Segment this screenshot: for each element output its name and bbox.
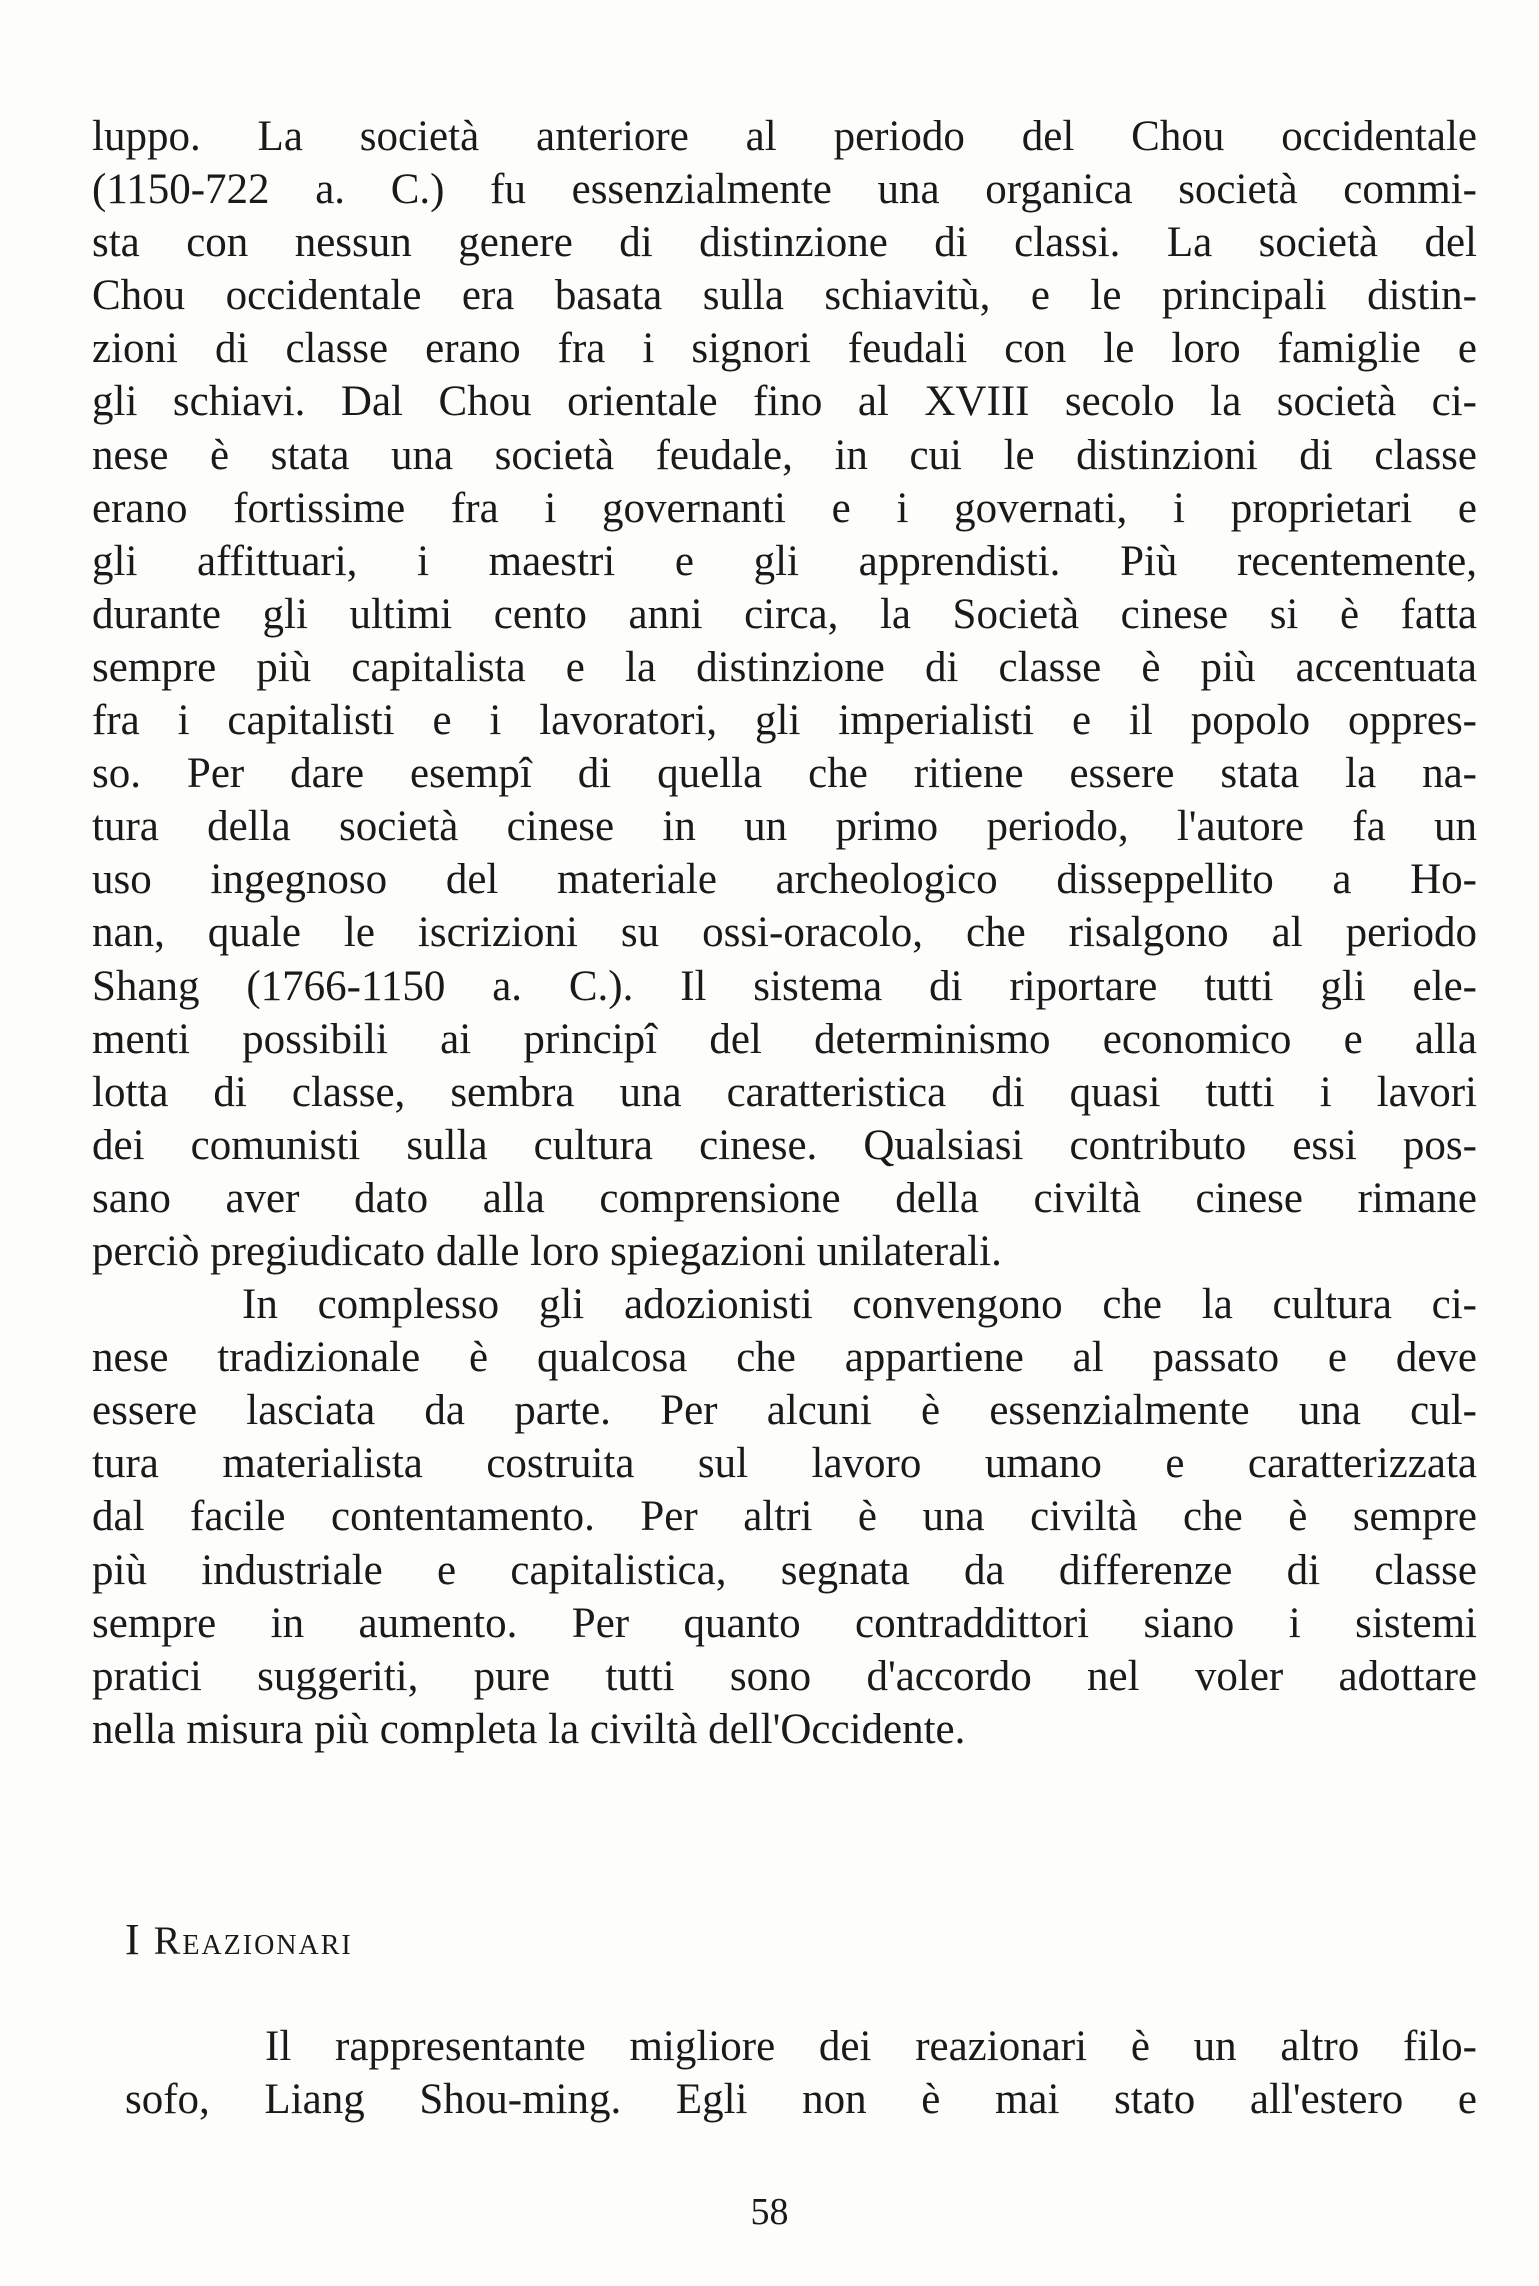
text-line: lotta di classe, sembra una caratteristica di quasi tutti i lavori xyxy=(92,1068,1477,1116)
paragraph-3 xyxy=(125,2020,1477,2126)
text-line: sempre più capitalista e la distinzione di classe è più accentuata xyxy=(92,643,1477,691)
text-line: In complesso gli adozionisti convengono che la cultura ci- xyxy=(242,1281,1477,1329)
section-title: Reazionari xyxy=(153,1918,353,1963)
text-line: nese è stata una società feudale, in cui le distinzioni di classe xyxy=(92,431,1477,479)
text-line: più industriale e capitalistica, segnata da differenze di classe xyxy=(92,1546,1477,1594)
section-number: I xyxy=(125,1915,140,1964)
section-heading xyxy=(125,1915,353,1966)
text-line: durante gli ultimi cento anni circa, la Società cinese si è fatta xyxy=(92,590,1477,638)
text-line: Il rappresentante migliore dei reazionari è un altro filo- xyxy=(265,2023,1477,2070)
text-line: dei comunisti sulla cultura cinese. Qualsiasi contributo essi pos- xyxy=(92,1121,1477,1169)
text-line: zioni di classe erano fra i signori feudali con le loro famiglie e xyxy=(92,325,1477,373)
text-line: menti possibili ai principî del determinismo economico e alla xyxy=(92,1015,1477,1063)
text-line: nan, quale le iscrizioni su ossi-oracolo, che risalgono al periodo xyxy=(92,909,1477,957)
text-line: tura della società cinese in un primo periodo, l'autore fa un xyxy=(92,803,1477,851)
text-line: uso ingegnoso del materiale archeologico disseppellito a Ho- xyxy=(92,856,1477,904)
text-line: tura materialista costruita sul lavoro umano e caratterizzata xyxy=(92,1440,1477,1488)
text-line: sofo, Liang Shou-ming. Egli non è mai stato all'estero e xyxy=(125,2076,1477,2124)
text-line: nese tradizionale è qualcosa che appartiene al passato e deve xyxy=(92,1334,1477,1382)
paragraph-2 xyxy=(92,1278,1477,1756)
text-line: erano fortissime fra i governanti e i governati, i proprietari e xyxy=(92,484,1477,532)
page-number: 58 xyxy=(750,2191,789,2233)
text-line: dal facile contentamento. Per altri è una civiltà che è sempre xyxy=(92,1493,1477,1541)
text-line: sta con nessun genere di distinzione di classi. La società del xyxy=(92,219,1477,267)
text-line: fra i capitalisti e i lavoratori, gli imperialisti e il popolo oppres- xyxy=(92,697,1477,745)
text-line: gli affittuari, i maestri e gli apprendisti. Più recentemente, xyxy=(92,537,1477,585)
text-line: pratici suggeriti, pure tutti sono d'accordo nel voler adottare xyxy=(92,1652,1477,1700)
main-text xyxy=(92,110,1477,1756)
text-line: (1150-722 a. C.) fu essenzialmente una organica società commi- xyxy=(92,166,1477,214)
text-line: Chou occidentale era basata sulla schiavitù, e le principali distin- xyxy=(92,272,1477,320)
text-line: Shang (1766-1150 a. C.). Il sistema di riportare tutti gli ele- xyxy=(92,962,1477,1010)
text-line: gli schiavi. Dal Chou orientale fino al XVIII secolo la società ci- xyxy=(92,378,1477,426)
text-line: luppo. La società anteriore al periodo del Chou occidentale xyxy=(92,113,1477,160)
text-line: nella misura più completa la civiltà dell'Occidente. xyxy=(92,1705,966,1753)
text-line: so. Per dare esempî di quella che ritiene essere stata la na- xyxy=(92,750,1477,798)
paragraph-1 xyxy=(92,110,1477,1278)
text-line: sano aver dato alla comprensione della civiltà cinese rimane xyxy=(92,1174,1477,1222)
text-line: essere lasciata da parte. Per alcuni è essenzialmente una cul- xyxy=(92,1387,1477,1435)
text-line: sempre in aumento. Per quanto contraddittori siano i sistemi xyxy=(92,1599,1477,1647)
text-line: perciò pregiudicato dalle loro spiegazioni unilaterali. xyxy=(92,1227,1002,1275)
